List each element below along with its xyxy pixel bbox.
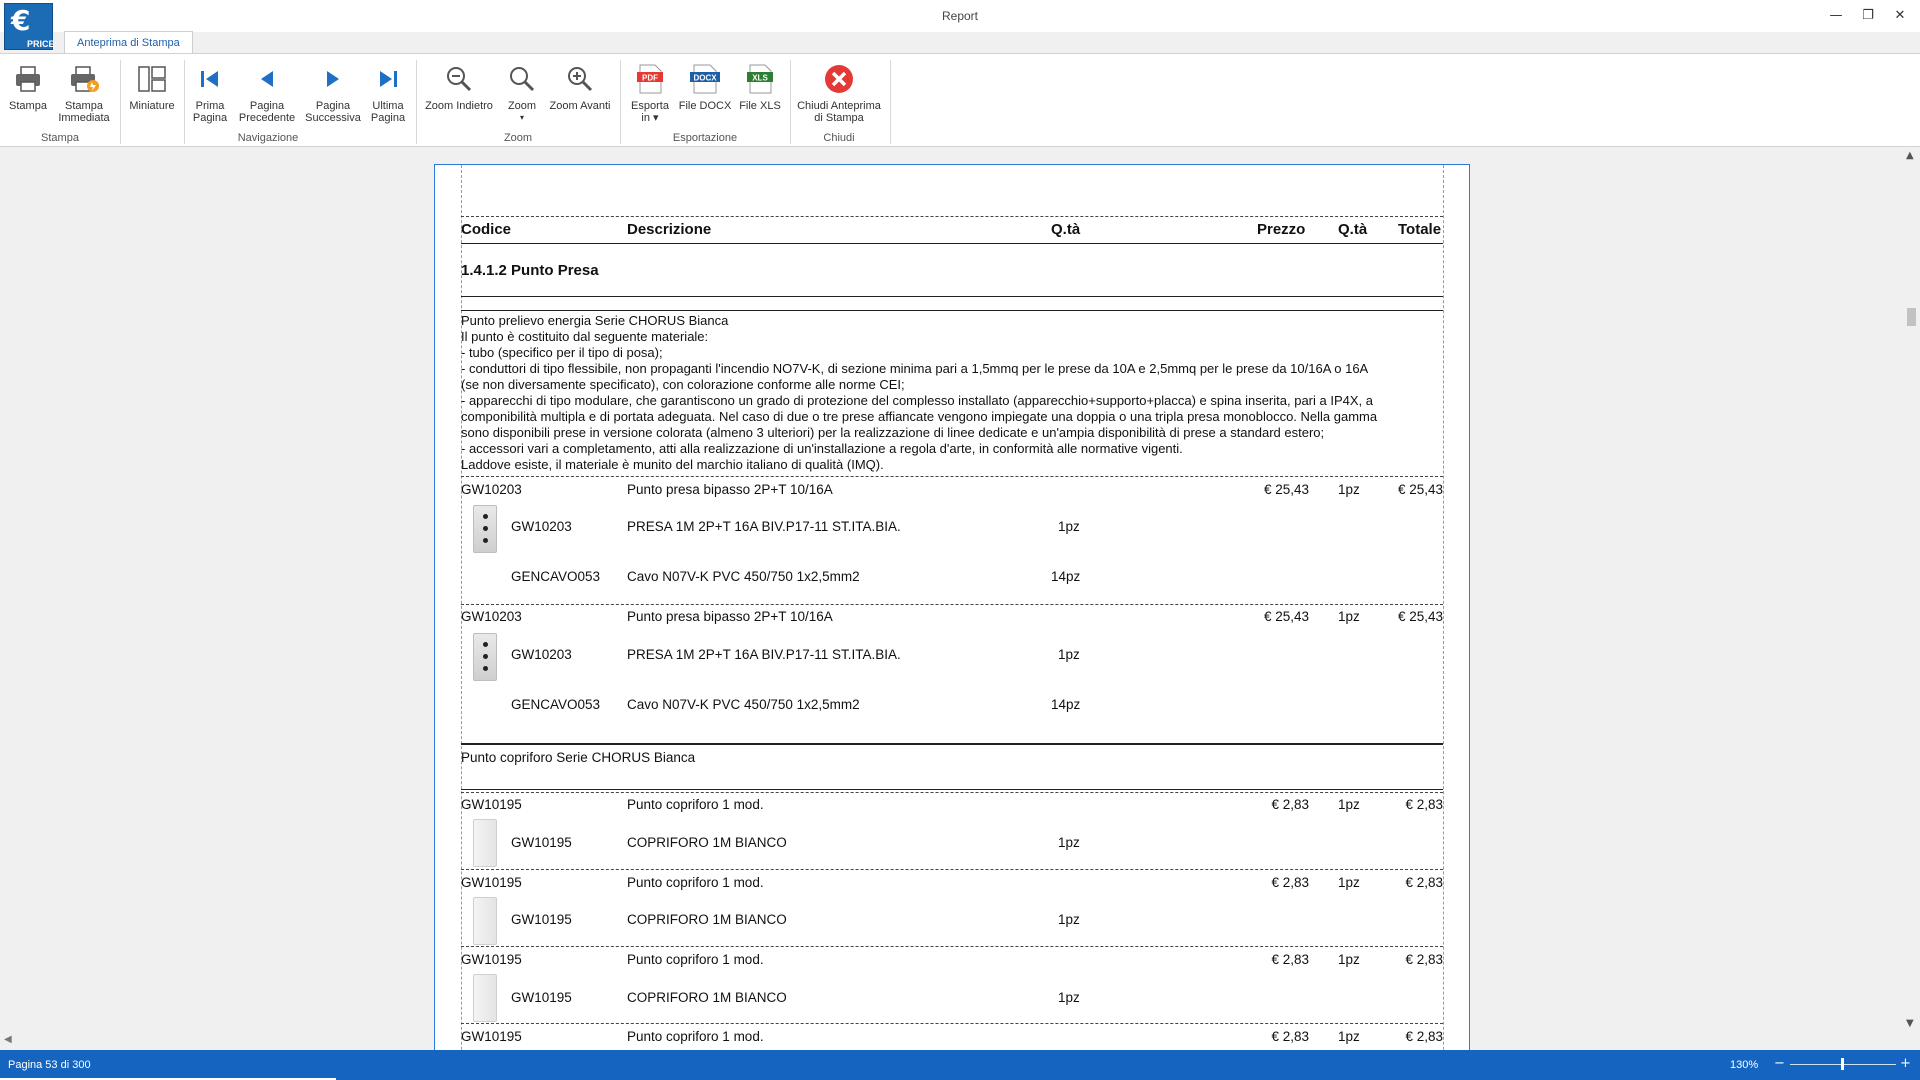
- group-label-navigazione: Navigazione: [237, 132, 299, 144]
- pagina-precedente-label-1: Pagina: [249, 100, 285, 112]
- item-rule: [461, 1023, 1443, 1024]
- group-label-esportazione: Esportazione: [672, 132, 738, 144]
- stampa-label: Stampa: [9, 100, 47, 112]
- zoom-slider-handle[interactable]: [1841, 1058, 1844, 1070]
- component-descrizione: COPRIFORO 1M BIANCO: [627, 835, 787, 850]
- pagina-precedente-label-2: Precedente: [238, 112, 296, 124]
- item-totale: € 2,83: [1405, 1029, 1443, 1044]
- item-codice: GW10195: [461, 952, 522, 967]
- description-line: - apparecchi di tipo modulare, che garantiscono un grado di protezione del complesso installato (apparecchio+supporto+placca) e spina inserita, pari a IP4X, a: [461, 393, 1373, 408]
- item-codice: GW10195: [461, 1029, 522, 1044]
- zoom-plus-button[interactable]: +: [1900, 1056, 1911, 1071]
- description-top-rule: [461, 310, 1443, 311]
- pagina-successiva-label-2: Successiva: [305, 112, 361, 124]
- item-codice: GW10203: [461, 482, 522, 497]
- file-xls-button[interactable]: [736, 60, 784, 132]
- component-qta: 1pz: [1058, 912, 1080, 927]
- col-header-prezzo: Prezzo: [1257, 221, 1306, 238]
- pagina-successiva-button[interactable]: [302, 60, 364, 132]
- stampa-button[interactable]: [6, 60, 50, 132]
- prima-pagina-label-2: Pagina: [192, 112, 228, 124]
- cover-thumbnail-icon: [473, 974, 497, 1022]
- item-totale: € 2,83: [1405, 875, 1443, 890]
- component-codice: GW10195: [511, 835, 572, 850]
- zoom-in-icon: [565, 64, 595, 94]
- component-descrizione: Cavo N07V-K PVC 450/750 1x2,5mm2: [627, 569, 860, 584]
- component-descrizione: Cavo N07V-K PVC 450/750 1x2,5mm2: [627, 697, 860, 712]
- print-preview-area[interactable]: [0, 148, 1920, 1050]
- thumbnails-icon: [137, 64, 167, 94]
- window-title: Report: [941, 9, 979, 23]
- app-brand-text: PRICE: [27, 39, 55, 49]
- chiudi-label-1: Chiudi Anteprima: [797, 100, 881, 112]
- description-line: - tubo (specifico per il tipo di posa);: [461, 345, 663, 360]
- ultima-pagina-label-2: Pagina: [370, 112, 406, 124]
- copriforo-title: Punto copriforo Serie CHORUS Bianca: [461, 750, 696, 765]
- item-totale: € 2,83: [1405, 797, 1443, 812]
- header-bottom-rule: [461, 243, 1443, 244]
- cover-thumbnail-icon: [473, 897, 497, 945]
- component-qta: 1pz: [1058, 519, 1080, 534]
- copriforo-rule: [461, 789, 1443, 790]
- zoom-avanti-label: Zoom Avanti: [549, 100, 611, 112]
- horizontal-scrollbar[interactable]: [0, 1034, 1900, 1050]
- ultima-pagina-label-1: Ultima: [372, 100, 404, 112]
- item-descrizione: Punto copriforo 1 mod.: [627, 797, 764, 812]
- item-codice: GW10195: [461, 875, 522, 890]
- component-codice: GW10203: [511, 647, 572, 662]
- docx-icon-text: DOCX: [693, 73, 717, 83]
- item-prezzo: € 2,83: [1271, 1029, 1309, 1044]
- component-qta: 14pz: [1051, 569, 1081, 584]
- status-bar: [0, 1050, 1920, 1080]
- component-descrizione: PRESA 1M 2P+T 16A BIV.P17-11 ST.ITA.BIA.: [627, 519, 901, 534]
- file-docx-button[interactable]: [678, 60, 732, 132]
- item-qta: 1pz: [1338, 1029, 1360, 1044]
- ribbon-toolbar: [0, 53, 1920, 147]
- item-codice: GW10203: [461, 609, 522, 624]
- component-codice: GENCAVO053: [511, 697, 601, 712]
- stampa-immediata-button[interactable]: [54, 60, 114, 132]
- docx-file-icon: [689, 63, 721, 95]
- prima-pagina-label-1: Prima: [195, 100, 225, 112]
- page-indicator: Pagina 53 di 300: [8, 1059, 91, 1071]
- socket-thumbnail-icon: [473, 505, 497, 553]
- zoom-indietro-button[interactable]: [422, 60, 496, 132]
- ultima-pagina-button[interactable]: [366, 60, 410, 132]
- item-prezzo: € 2,83: [1271, 952, 1309, 967]
- stampa-immediata-label-2: Immediata: [58, 112, 110, 124]
- item-rule: [461, 869, 1443, 870]
- item-totale: € 25,43: [1397, 482, 1443, 497]
- item-rule: [461, 604, 1443, 605]
- component-descrizione: COPRIFORO 1M BIANCO: [627, 990, 787, 1005]
- item-totale: € 25,43: [1397, 609, 1443, 624]
- zoom-icon: [507, 64, 537, 94]
- esporta-label-1: Esporta: [631, 100, 669, 112]
- item-codice: GW10195: [461, 797, 522, 812]
- group-rule: [461, 743, 1443, 745]
- zoom-avanti-button[interactable]: [546, 60, 614, 132]
- vertical-scrollbar[interactable]: [1902, 148, 1920, 1050]
- ribbon-separator: [790, 60, 791, 144]
- cover-thumbnail-icon: [473, 819, 497, 867]
- previous-page-icon: [254, 66, 280, 92]
- item-prezzo: € 25,43: [1263, 609, 1309, 624]
- title-bar: [0, 0, 1920, 32]
- ribbon-separator: [620, 60, 621, 144]
- component-codice: GENCAVO053: [511, 569, 601, 584]
- file-xls-label: File XLS: [739, 100, 781, 112]
- description-line: sono disponibili prese in versione colorata (almeno 3 ulteriori) per la realizzazione di linee dedicate e un'ampia disponibilità di prese a standard estero;: [461, 425, 1325, 440]
- scroll-thumb[interactable]: [1907, 308, 1916, 326]
- report-page: [434, 164, 1470, 1050]
- item-qta: 1pz: [1338, 482, 1360, 497]
- zoom-level: 130%: [1730, 1059, 1759, 1071]
- pagina-precedente-button[interactable]: [236, 60, 298, 132]
- item-descrizione: Punto presa bipasso 2P+T 10/16A: [627, 482, 833, 497]
- next-page-icon: [320, 66, 346, 92]
- zoom-indietro-label: Zoom Indietro: [425, 100, 493, 112]
- quick-print-icon: [68, 64, 100, 94]
- section-rule: [461, 296, 1443, 297]
- item-descrizione: Punto presa bipasso 2P+T 10/16A: [627, 609, 833, 624]
- item-rule: [461, 792, 1443, 793]
- item-prezzo: € 25,43: [1263, 482, 1309, 497]
- component-qta: 14pz: [1051, 697, 1081, 712]
- component-qta: 1pz: [1058, 835, 1080, 850]
- close-window-button[interactable]: ✕: [1894, 8, 1906, 23]
- zoom-dropdown-button[interactable]: [502, 60, 542, 132]
- chiudi-anteprima-button[interactable]: [794, 60, 884, 132]
- prima-pagina-button[interactable]: [188, 60, 232, 132]
- minimize-button[interactable]: —: [1829, 8, 1843, 23]
- description-line: Punto prelievo energia Serie CHORUS Bianca: [461, 313, 729, 328]
- zoom-label: Zoom: [507, 100, 537, 112]
- col-header-codice: Codice: [461, 221, 512, 238]
- restore-button[interactable]: ❐: [1862, 8, 1874, 23]
- component-qta: 1pz: [1058, 990, 1080, 1005]
- file-docx-label: File DOCX: [678, 100, 732, 112]
- item-qta: 1pz: [1338, 609, 1360, 624]
- col-header-qta-2: Q.tà: [1338, 221, 1368, 238]
- description-line: Il punto è costituito dal seguente materiale:: [461, 329, 709, 344]
- scroll-left-icon[interactable]: ◀: [4, 1034, 12, 1045]
- last-page-icon: [375, 66, 401, 92]
- header-top-rule: [461, 216, 1443, 217]
- pdf-file-icon: [635, 63, 665, 95]
- tab-anteprima-di-stampa[interactable]: Anteprima di Stampa: [64, 31, 193, 54]
- description-line: - conduttori di tipo flessibile, non propaganti l'incendio NO7V-K, di sezione minima pari a 1,5mmq per le prese da 10A e 2,5mmq per le prese da 10/16A o 16A: [461, 361, 1369, 376]
- description-line: (se non diversamente specificato), con colorazione conforme alle norme CEI;: [461, 377, 905, 392]
- description-line: componibilità multipla e di portata adeguata. Nel caso di due o tre prese affiancate vengono impiegate una doppia o una tripla presa monoblocco. Nella gamma: [461, 409, 1378, 424]
- chevron-down-icon: ▾: [519, 113, 524, 122]
- item-qta: 1pz: [1338, 875, 1360, 890]
- page-margin-left: [461, 165, 462, 1050]
- esporta-label-2: in ▾: [641, 112, 659, 124]
- item-prezzo: € 2,83: [1271, 797, 1309, 812]
- zoom-minus-button[interactable]: −: [1774, 1056, 1785, 1071]
- col-header-qta: Q.tà: [1051, 221, 1081, 238]
- col-header-descrizione: Descrizione: [627, 221, 712, 238]
- group-label-zoom: Zoom: [503, 132, 533, 144]
- item-qta: 1pz: [1338, 797, 1360, 812]
- col-header-totale: Totale: [1398, 221, 1442, 238]
- description-line: Laddove esiste, il materiale è munito del marchio italiano di qualità (IMQ).: [461, 457, 884, 472]
- item-prezzo: € 2,83: [1271, 875, 1309, 890]
- item-rule: [461, 476, 1443, 477]
- item-qta: 1pz: [1338, 952, 1360, 967]
- zoom-out-icon: [444, 64, 474, 94]
- miniature-label: Miniature: [129, 100, 175, 112]
- close-circle-icon: [823, 63, 855, 95]
- group-label-chiudi: Chiudi: [823, 132, 855, 144]
- pagina-successiva-label-1: Pagina: [315, 100, 351, 112]
- scroll-down-icon[interactable]: ▼: [1906, 1018, 1914, 1029]
- item-totale: € 2,83: [1405, 952, 1443, 967]
- description-line: - accessori vari a completamento, atti alla realizzazione di un'installazione a regola d'arte, in conformità alle normative vigenti.: [461, 441, 1183, 456]
- component-descrizione: PRESA 1M 2P+T 16A BIV.P17-11 ST.ITA.BIA.: [627, 647, 901, 662]
- ribbon-separator: [416, 60, 417, 144]
- scroll-up-icon[interactable]: ▲: [1906, 150, 1914, 161]
- chiudi-label-2: di Stampa: [814, 112, 864, 124]
- esporta-in-button[interactable]: [626, 60, 674, 132]
- printer-icon: [13, 64, 43, 94]
- section-title: 1.4.1.2 Punto Presa: [461, 262, 599, 279]
- item-descrizione: Punto copriforo 1 mod.: [627, 1029, 764, 1044]
- pdf-icon-text: PDF: [642, 73, 658, 83]
- xls-icon-text: XLS: [752, 73, 768, 83]
- ribbon-separator: [890, 60, 891, 144]
- app-logo[interactable]: [4, 3, 53, 50]
- component-qta: 1pz: [1058, 647, 1080, 662]
- component-codice: GW10195: [511, 990, 572, 1005]
- page-margin-right: [1443, 165, 1444, 1050]
- miniature-button[interactable]: [126, 60, 178, 132]
- ribbon-separator: [120, 60, 121, 144]
- section-description: [461, 313, 1443, 473]
- euro-logo-icon: €: [11, 4, 31, 37]
- socket-thumbnail-icon: [473, 633, 497, 681]
- item-descrizione: Punto copriforo 1 mod.: [627, 952, 764, 967]
- first-page-icon: [197, 66, 223, 92]
- component-codice: GW10203: [511, 519, 572, 534]
- component-descrizione: COPRIFORO 1M BIANCO: [627, 912, 787, 927]
- xls-file-icon: [745, 63, 775, 95]
- item-rule: [461, 946, 1443, 947]
- component-codice: GW10195: [511, 912, 572, 927]
- group-label-stampa: Stampa: [41, 132, 79, 144]
- stampa-immediata-label-1: Stampa: [65, 100, 103, 112]
- item-descrizione: Punto copriforo 1 mod.: [627, 875, 764, 890]
